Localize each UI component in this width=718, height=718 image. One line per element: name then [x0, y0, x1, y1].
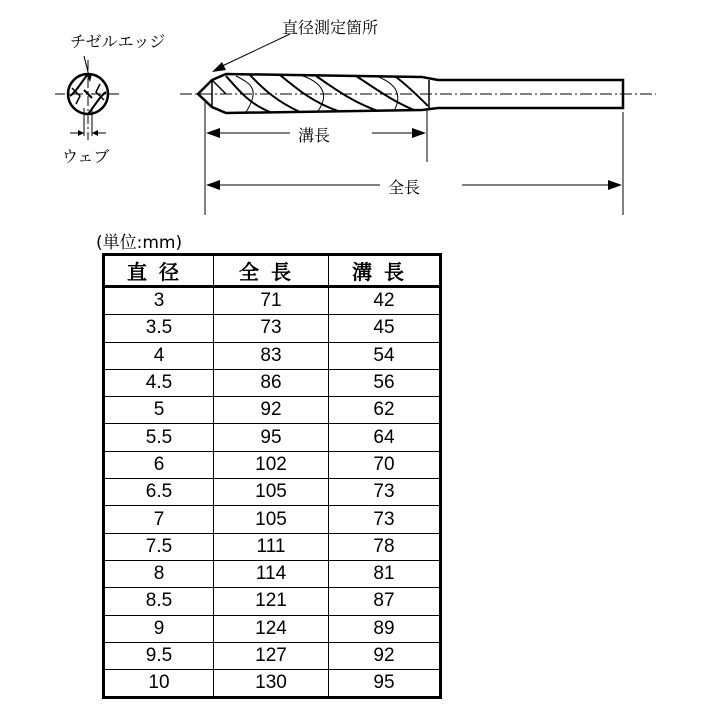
diameter-point-label: 直径測定箇所 — [282, 18, 379, 37]
cell-overall-length: 127 — [214, 642, 329, 669]
table-row — [104, 451, 441, 478]
table-header-row — [104, 255, 441, 287]
cell-overall-length: 111 — [214, 533, 329, 560]
cell-diameter: 5.5 — [104, 424, 214, 451]
cell-diameter: 8 — [104, 560, 214, 587]
header-diameter: 直径 — [104, 255, 214, 287]
cell-diameter: 3 — [104, 287, 214, 315]
cell-overall-length: 114 — [214, 560, 329, 587]
spec-table — [102, 253, 442, 699]
unit-label: (単位:mm) — [96, 233, 183, 253]
cell-flute-length: 89 — [329, 615, 441, 642]
table-row — [104, 670, 441, 698]
web-label: ウェブ — [62, 147, 110, 166]
cell-overall-length: 86 — [214, 369, 329, 396]
cell-overall-length: 92 — [214, 397, 329, 424]
cell-diameter: 6.5 — [104, 479, 214, 506]
cell-flute-length: 70 — [329, 451, 441, 478]
diameter-point-arrow — [212, 34, 290, 72]
cell-flute-length: 62 — [329, 397, 441, 424]
table-row — [104, 560, 441, 587]
cell-flute-length: 45 — [329, 315, 441, 342]
table-row — [104, 287, 441, 315]
table-row — [104, 506, 441, 533]
header-overall-length: 全長 — [214, 255, 329, 287]
cell-overall-length: 102 — [214, 451, 329, 478]
cell-flute-length: 78 — [329, 533, 441, 560]
cell-flute-length: 73 — [329, 506, 441, 533]
table-row — [104, 397, 441, 424]
cell-flute-length: 56 — [329, 369, 441, 396]
overall-length-label: 全長 — [388, 178, 421, 197]
table-row — [104, 615, 441, 642]
cell-overall-length: 73 — [214, 315, 329, 342]
table-body — [104, 287, 441, 698]
cell-diameter: 7.5 — [104, 533, 214, 560]
cell-overall-length: 105 — [214, 506, 329, 533]
cell-diameter: 9 — [104, 615, 214, 642]
drill-end-view — [55, 56, 122, 140]
cell-diameter: 5 — [104, 397, 214, 424]
cell-overall-length: 130 — [214, 670, 329, 698]
chisel-edge-label: チゼルエッジ — [70, 32, 166, 51]
flute-length-dimension — [205, 100, 427, 215]
cell-overall-length: 124 — [214, 615, 329, 642]
cell-flute-length: 87 — [329, 588, 441, 615]
cell-diameter: 4.5 — [104, 369, 214, 396]
header-flute-length: 溝長 — [329, 255, 441, 287]
cell-flute-length: 95 — [329, 670, 441, 698]
cell-overall-length: 83 — [214, 342, 329, 369]
cell-overall-length: 121 — [214, 588, 329, 615]
table-row — [104, 479, 441, 506]
flute-length-label: 溝長 — [298, 126, 331, 145]
cell-diameter: 6 — [104, 451, 214, 478]
cell-flute-length: 54 — [329, 342, 441, 369]
cell-diameter: 3.5 — [104, 315, 214, 342]
cell-diameter: 4 — [104, 342, 214, 369]
cell-diameter: 7 — [104, 506, 214, 533]
overall-length-dimension — [206, 112, 623, 215]
cell-flute-length: 42 — [329, 287, 441, 315]
cell-diameter: 9.5 — [104, 642, 214, 669]
drill-side-view — [180, 74, 656, 113]
cell-diameter: 10 — [104, 670, 214, 698]
cell-overall-length: 105 — [214, 479, 329, 506]
cell-overall-length: 71 — [214, 287, 329, 315]
table-row — [104, 642, 441, 669]
table-row — [104, 369, 441, 396]
table-row — [104, 533, 441, 560]
cell-overall-length: 95 — [214, 424, 329, 451]
table-row — [104, 315, 441, 342]
drill-diagram — [0, 0, 718, 225]
table-row — [104, 342, 441, 369]
cell-flute-length: 81 — [329, 560, 441, 587]
table-row — [104, 588, 441, 615]
cell-flute-length: 73 — [329, 479, 441, 506]
table-row — [104, 424, 441, 451]
cell-diameter: 8.5 — [104, 588, 214, 615]
cell-flute-length: 92 — [329, 642, 441, 669]
cell-flute-length: 64 — [329, 424, 441, 451]
